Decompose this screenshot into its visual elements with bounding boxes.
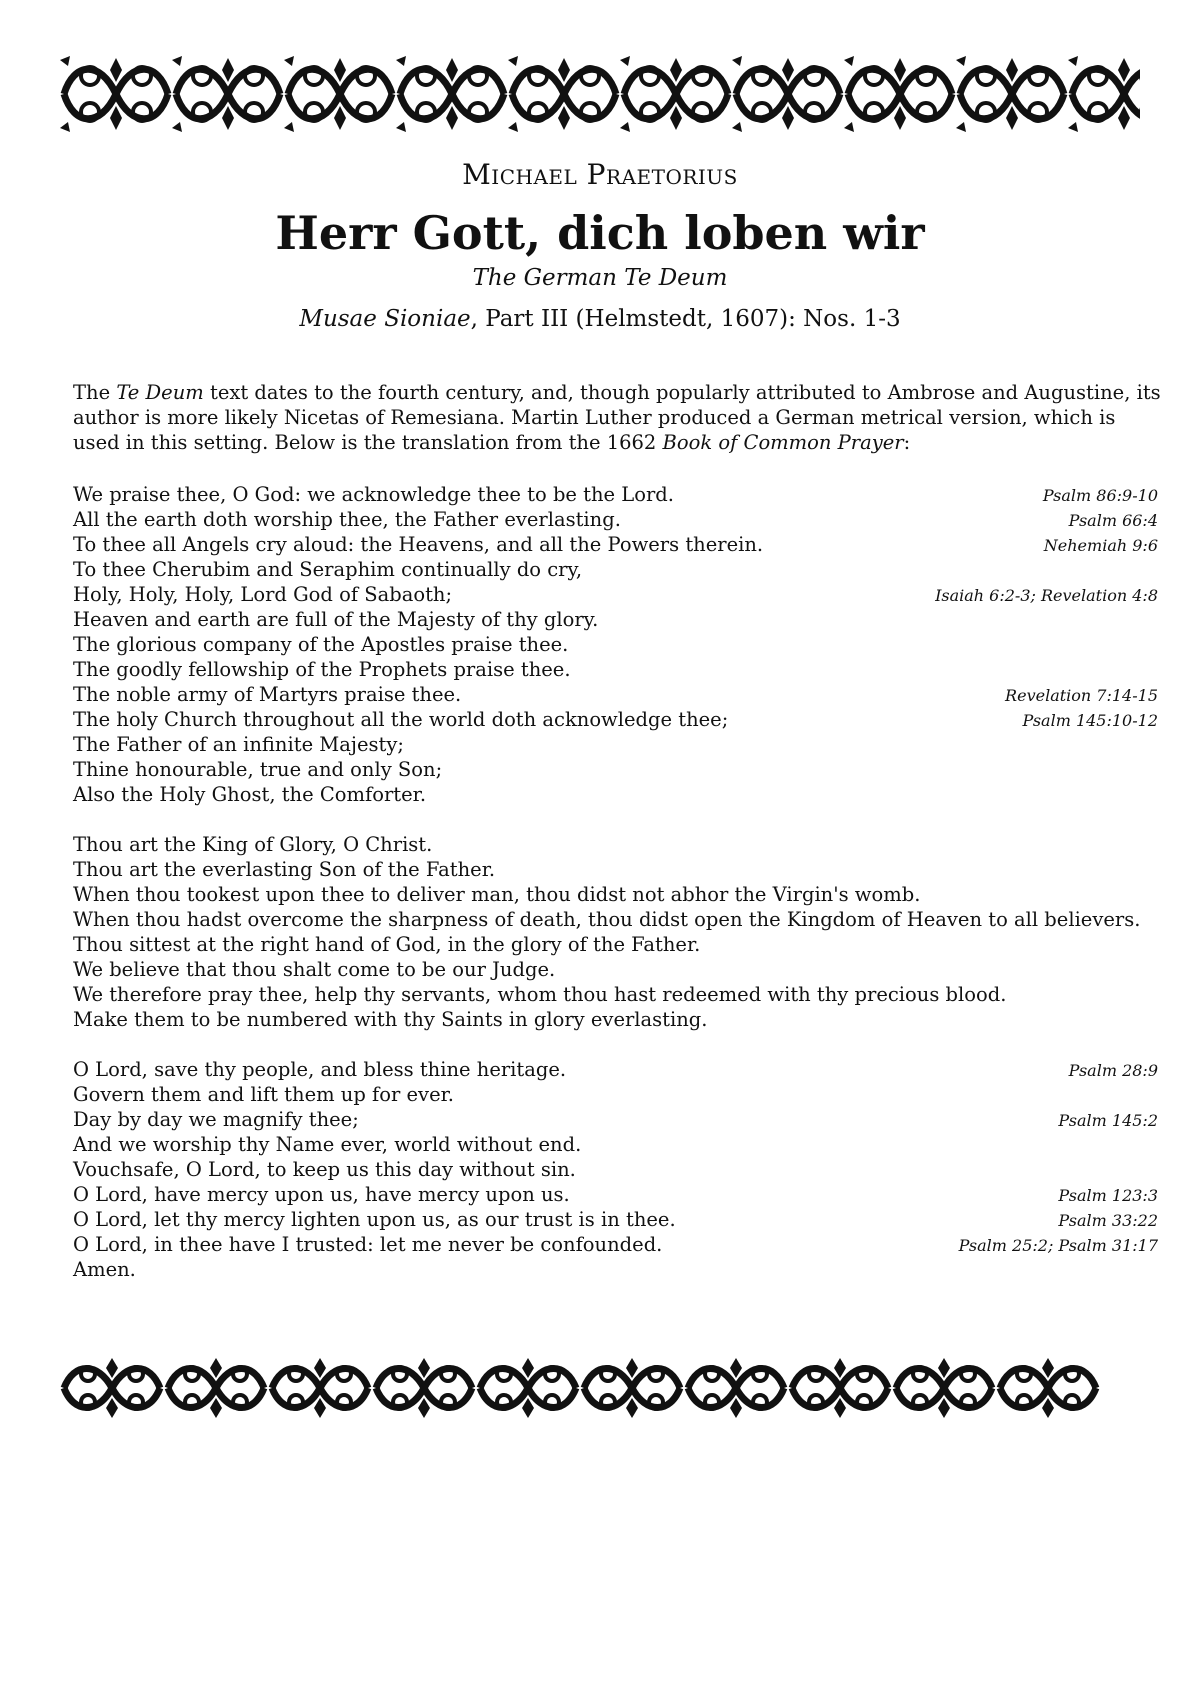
- scripture-reference: Psalm 145:10-12: [1022, 711, 1158, 730]
- verse-line: [73, 882, 1160, 907]
- scripture-reference: Psalm 86:9-10: [1042, 486, 1158, 505]
- verse-line: [73, 607, 1160, 632]
- intro-paragraph: [73, 380, 1163, 455]
- scripture-reference: Psalm 25:2; Psalm 31:17: [958, 1236, 1158, 1255]
- verse-line: [73, 532, 1160, 557]
- verse-text: Holy, Holy, Holy, Lord God of Sabaoth;: [73, 583, 453, 606]
- verse-text: Govern them and lift them up for ever.: [73, 1083, 454, 1106]
- verse-text: Day by day we magnify thee;: [73, 1108, 359, 1131]
- scripture-reference: Revelation 7:14-15: [1005, 686, 1158, 705]
- intro-emphasis: Te Deum: [116, 381, 204, 404]
- verse-line: [73, 732, 1160, 757]
- verse-line: [73, 632, 1160, 657]
- verse-line: [73, 1132, 1160, 1157]
- verse-text: To thee Cherubim and Seraphim continually do cry,: [73, 558, 583, 581]
- verse-text: Thou art the everlasting Son of the Father.: [73, 858, 496, 881]
- verse-group: [73, 1057, 1160, 1282]
- verse-line: [73, 1207, 1160, 1232]
- verse-text: Heaven and earth are full of the Majesty of thy glory.: [73, 608, 599, 631]
- intro-text: text dates to the fourth century, and, though popularly attributed to Ambrose and Augustine, its author is more likely Nicetas of Remesiana. Martin Luther produced a German metrical version, which is used in this setting. Below is the translation from the 1662: [73, 381, 1161, 454]
- verse-text: We praise thee, O God: we acknowledge thee to be the Lord.: [73, 483, 674, 506]
- verse-line: [73, 657, 1160, 682]
- verse-text: The Father of an infinite Majesty;: [73, 733, 404, 756]
- verse-text: The goodly fellowship of the Prophets praise thee.: [73, 658, 571, 681]
- verse-line: [73, 1182, 1160, 1207]
- source-title: Musae Sioniae: [299, 306, 471, 332]
- verse-text: We believe that thou shalt come to be our Judge.: [73, 958, 556, 981]
- verse-text: The glorious company of the Apostles praise thee.: [73, 633, 569, 656]
- verse-line: [73, 1157, 1160, 1182]
- verse-text: When thou hadst overcome the sharpness of death, thou didst open the Kingdom of Heaven to all believers.: [73, 908, 1141, 931]
- page-title: Herr Gott, dich loben wir: [275, 206, 925, 260]
- verse-line: [73, 482, 1160, 507]
- verse-text: The holy Church throughout all the world doth acknowledge thee;: [73, 708, 729, 731]
- verse-text: We therefore pray thee, help thy servants, whom thou hast redeemed with thy precious blood.: [73, 983, 1007, 1006]
- verse-line: [73, 507, 1160, 532]
- scripture-reference: Psalm 66:4: [1068, 511, 1158, 530]
- verse-line: [73, 932, 1160, 957]
- te-deum-translation: [73, 482, 1160, 1307]
- verse-text: All the earth doth worship thee, the Father everlasting.: [73, 508, 621, 531]
- composer-name: Michael Praetorius: [462, 158, 738, 191]
- source-details: , Part III (Helmstedt, 1607): Nos. 1-3: [470, 306, 901, 332]
- verse-text: Also the Holy Ghost, the Comforter.: [73, 783, 427, 806]
- verse-line: [73, 907, 1160, 932]
- verse-line: [73, 682, 1160, 707]
- verse-text: O Lord, let thy mercy lighten upon us, as our trust is in thee.: [73, 1208, 676, 1231]
- bottom-ornamental-border: [60, 1356, 1140, 1420]
- verse-text: O Lord, have mercy upon us, have mercy upon us.: [73, 1183, 570, 1206]
- verse-text: Make them to be numbered with thy Saints in glory everlasting.: [73, 1008, 708, 1031]
- verse-text: Amen.: [73, 1258, 136, 1281]
- verse-line: [73, 857, 1160, 882]
- scripture-reference: Psalm 145:2: [1058, 1111, 1158, 1130]
- intro-text: :: [903, 431, 911, 454]
- verse-line: [73, 1232, 1160, 1257]
- verse-line: [73, 707, 1160, 732]
- scripture-reference: Psalm 33:22: [1058, 1211, 1158, 1230]
- verse-text: And we worship thy Name ever, world without end.: [73, 1133, 582, 1156]
- verse-text: Thou art the King of Glory, O Christ.: [73, 833, 433, 856]
- verse-line: [73, 1082, 1160, 1107]
- verse-text: To thee all Angels cry aloud: the Heavens, and all the Powers therein.: [73, 533, 764, 556]
- verse-text: Thine honourable, true and only Son;: [73, 758, 443, 781]
- verse-line: [73, 557, 1160, 582]
- verse-text: O Lord, in thee have I trusted: let me never be confounded.: [73, 1233, 663, 1256]
- scripture-reference: Psalm 28:9: [1068, 1061, 1158, 1080]
- subtitle: The German Te Deum: [472, 265, 728, 291]
- verse-line: [73, 1107, 1160, 1132]
- intro-emphasis: Book of Common Prayer: [662, 431, 904, 454]
- verse-group: [73, 832, 1160, 1032]
- top-ornamental-border: [60, 52, 1140, 136]
- scripture-reference: Psalm 123:3: [1058, 1186, 1158, 1205]
- verse-text: Vouchsafe, O Lord, to keep us this day without sin.: [73, 1158, 576, 1181]
- verse-line: [73, 1057, 1160, 1082]
- verse-text: Thou sittest at the right hand of God, in the glory of the Father.: [73, 933, 701, 956]
- scripture-reference: Nehemiah 9:6: [1043, 536, 1158, 555]
- verse-line: [73, 757, 1160, 782]
- verse-text: O Lord, save thy people, and bless thine heritage.: [73, 1058, 567, 1081]
- verse-line: [73, 832, 1160, 857]
- verse-line: [73, 1257, 1160, 1282]
- verse-group: [73, 482, 1160, 807]
- scripture-reference: Isaiah 6:2-3; Revelation 4:8: [935, 586, 1158, 605]
- verse-text: The noble army of Martyrs praise thee.: [73, 683, 462, 706]
- source-line: [0, 306, 1200, 332]
- intro-text: The: [73, 381, 117, 404]
- verse-line: [73, 582, 1160, 607]
- verse-line: [73, 1007, 1160, 1032]
- verse-text: When thou tookest upon thee to deliver man, thou didst not abhor the Virgin's womb.: [73, 883, 921, 906]
- verse-line: [73, 982, 1160, 1007]
- verse-line: [73, 782, 1160, 807]
- verse-line: [73, 957, 1160, 982]
